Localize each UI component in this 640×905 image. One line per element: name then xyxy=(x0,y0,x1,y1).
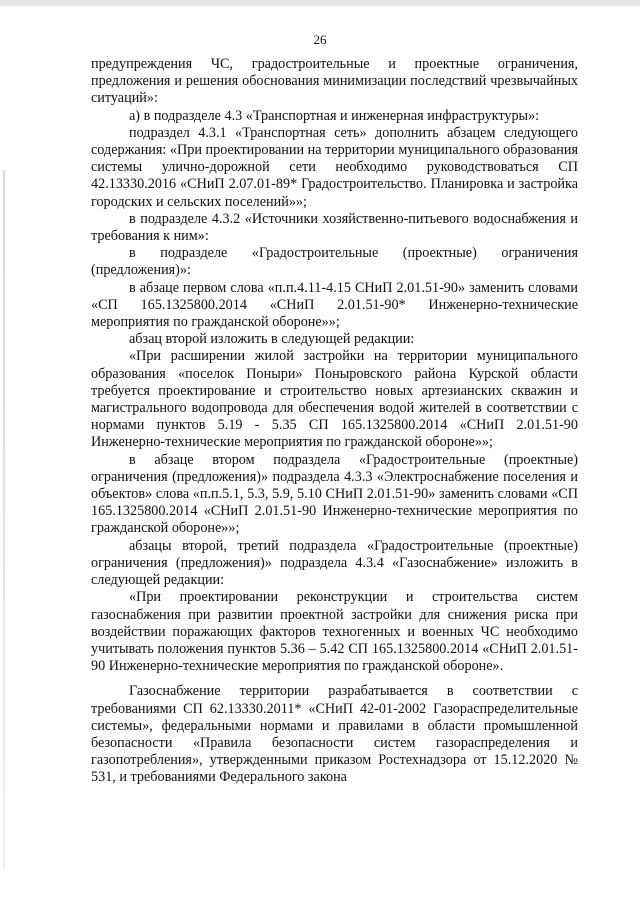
paragraph-water-sources: в подразделе 4.3.2 «Источники хозяйственно-питьевого водоснабжения и требования к ним»: xyxy=(91,210,578,245)
paragraph-water-expansion: «При расширении жилой застройки на территории муниципального образования «поселок Поныри» Поныровского района Курской области требуется проектирование и строительство новых артезианских скважин и магистрального водопровода для обеспечения водой жителей в соответствии с нормами пунктов 5.19 - 5.35 СП 165.1325800.2014 «СНиП 2.01.51-90 Инженерно-технические мероприятия по гражданской обороне»»; xyxy=(91,348,578,451)
paragraph-item-a: а) в подразделе 4.3 «Транспортная и инженерная инфраструктуры»: xyxy=(129,107,540,124)
paragraph-gas-requirements: Газоснабжение территории разрабатывается в соответствии с требованиями СП 62.13330.2011* «СНиП 42-01-2002 Газораспределительные системы», федеральными нормами и правилами в области промышленной безопасности «Правила безопасности систем газораспределения и газопотребления», утвержденными приказом Ростехнадзора от 15.12.2020 № 531, и требованиями Федерального закона xyxy=(91,683,578,786)
paragraph-second-clause-intro: абзац второй изложить в следующей редакции: xyxy=(129,331,415,348)
document-body xyxy=(91,56,578,787)
paragraph-transport-network: подраздел 4.3.1 «Транспортная сеть» дополнить абзацем следующего содержания: «При проектировании на территории муниципального образования системы улично-дорожной сети необходимо руководствоваться СП 42.13330.2016 «СНиП 2.07.01-89* Градостроительство. Планировка и застройка городских и сельских поселений»»; xyxy=(91,124,578,210)
paragraph-electric-supply: в абзаце втором подраздела «Градостроительные (проектные) ограничения (предложения)» подраздела 4.3.3 «Электроснабжение поселения и объектов» слова «п.п.5.1, 5.3, 5.9, 5.10 СНиП 2.01.51-90» заменить словами «СП 165.1325800.2014 «СНиП 2.01.51-90 Инженерно-технические мероприятия по гражданской обороне»»; xyxy=(91,451,578,537)
paragraph-first-clause: в абзаце первом слова «п.п.4.11-4.15 СНиП 2.01.51-90» заменить словами «СП 165.1325800.2014 «СНиП 2.01.51-90* Инженерно-технические мероприятия по гражданской обороне»»; xyxy=(91,279,578,331)
page-number: 26 xyxy=(313,32,327,47)
paragraph-continuation: предупреждения ЧС, градостроительные и проектные ограничения, предложения и решения обоснования минимизации последствий чрезвычайных ситуаций»: xyxy=(91,56,578,107)
paragraph-gas-design: «При проектировании реконструкции и строительства систем газоснабжения при развитии проектной застройки для снижения риска при воздействии поражающих факторов техногенных и военных ЧС необходимо учитывать положения пунктов 5.36 – 5.42 СП 165.1325800.2014 «СНиП 2.01.51-90 Инженерно-технические мероприятия по гражданской обороне». xyxy=(91,589,578,675)
scan-edge-left xyxy=(3,170,5,870)
scan-edge-top xyxy=(0,0,640,6)
paragraph-urban-restrictions: в подразделе «Градостроительные (проектные) ограничения (предложения)»: xyxy=(91,245,578,279)
paragraph-gas-supply-intro: абзацы второй, третий подраздела «Градостроительные (проектные) ограничения (предложения)» подраздела 4.3.4 «Газоснабжение» изложить в следующей редакции: xyxy=(91,537,578,589)
